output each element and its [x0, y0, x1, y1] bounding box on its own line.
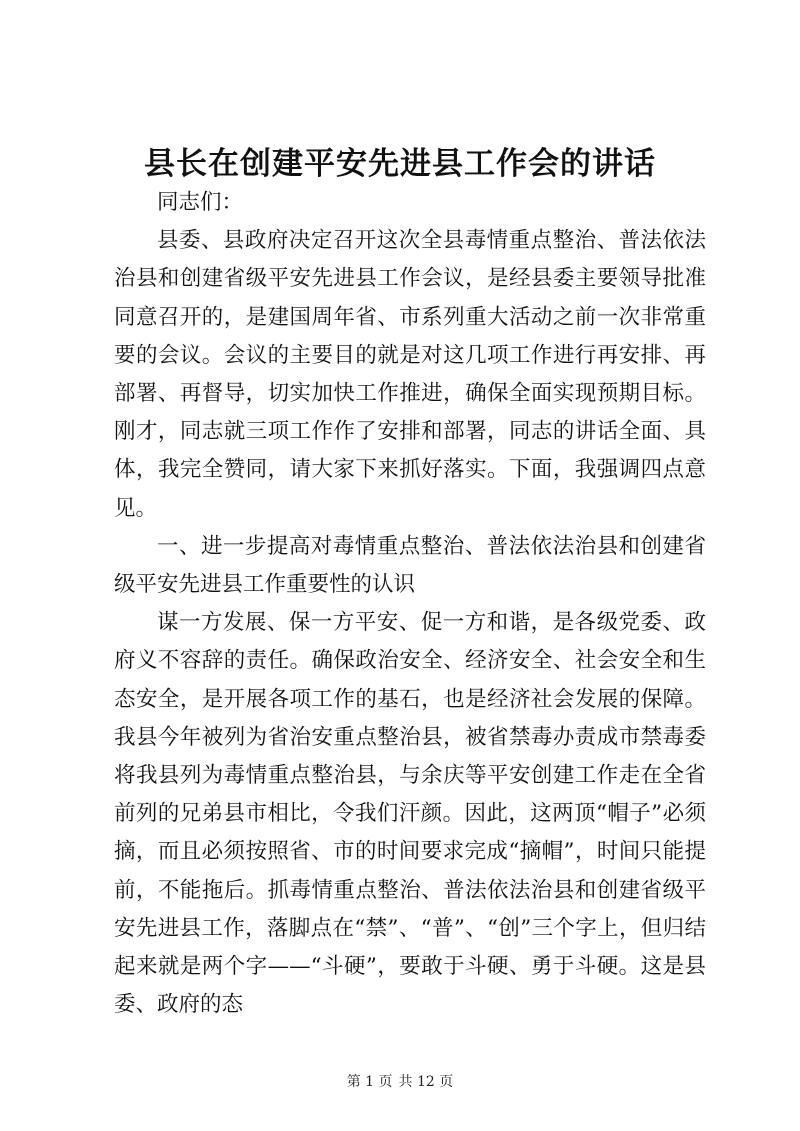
page-total: 共 12 页: [398, 1074, 454, 1090]
section-heading-paragraph: 一、进一步提高对毒情重点整治、普法依法治县和创建省级平安先进县工作重要性的认识: [114, 533, 706, 598]
salutation-paragraph: 同志们：: [157, 190, 244, 215]
document-title: 县长在创建平安先进县工作会的讲话: [144, 146, 656, 182]
page-footer: [0, 1072, 800, 1092]
body-paragraph: 谋一方发展、保一方平安、促一方和谐，是各级党委、政府义不容辞的责任。确保政治安全、经济安全、社会安全和生态安全，是开展各项工作的基石，也是经济社会发展的保障。我县今年被列为省治安重点整治县，被省禁毒办责成市禁毒委将我县列为毒情重点整治县，与余庆等平安创建工作走在全省前列的兄弟县市相比，令我们汗颜。因此，这两顶“帽子”必须摘，而且必须按照省、市的时间要求完成“摘帽”，时间只能提前，不能拖后。抓毒情重点整治、普法依法治县和创建省级平安先进县工作，落脚点在“禁”、“普”、“创”三个字上，但归结起来就是两个字——“斗硬”，要敢于斗硬、勇于斗硬。这是县委、政府的态: [114, 610, 706, 1018]
document-body: [114, 184, 706, 1024]
intro-paragraph: 县委、县政府决定召开这次全县毒情重点整治、普法依法治县和创建省级平安先进县工作会议，是经县委主要领导批准同意召开的，是建国周年省、市系列重大活动之前一次非常重要的会议。会议的主要目的就是对这几项工作进行再安排、再部署、再督导，切实加快工作推进，确保全面实现预期目标。刚才，同志就三项工作作了安排和部署，同志的讲话全面、具体，我完全赞同，请大家下来抓好落实。下面，我强调四点意见。: [114, 228, 706, 521]
page-number: 第 1 页: [346, 1074, 393, 1090]
